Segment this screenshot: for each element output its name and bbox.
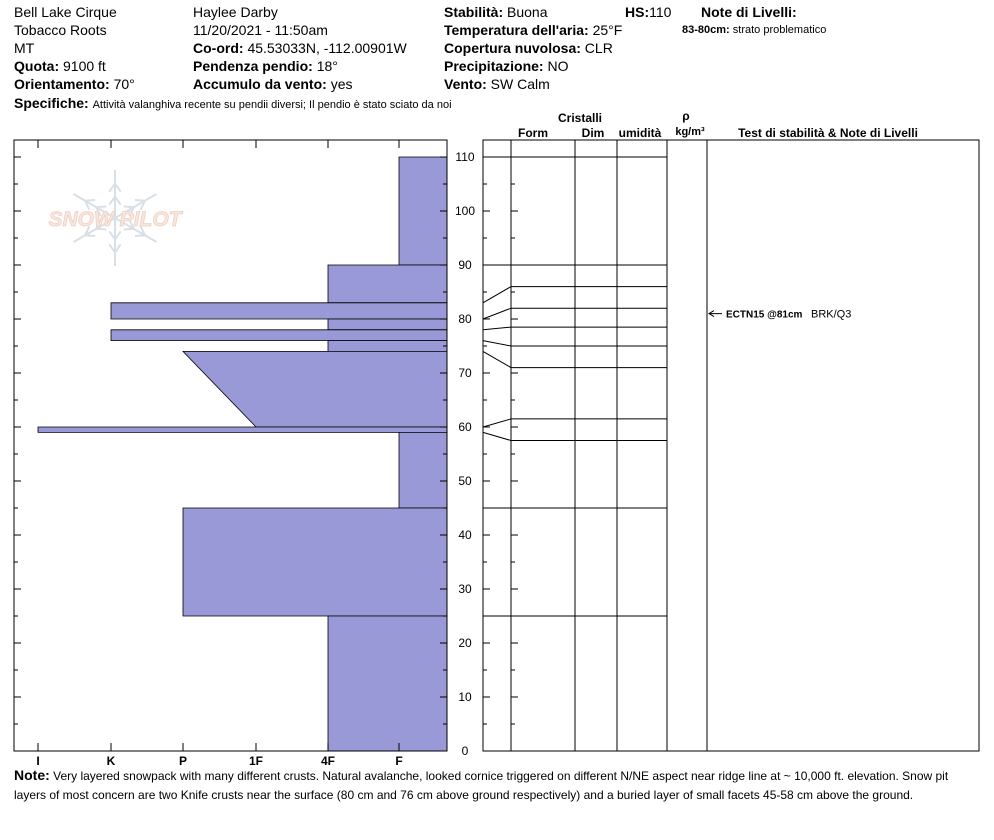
hardness-layer-2 (111, 303, 447, 319)
hardness-layer-1 (328, 265, 447, 303)
prec-value: NO (547, 58, 569, 74)
snowflake-branch (85, 235, 95, 236)
height-label-50: 50 (458, 474, 472, 488)
hardness-label-I: I (36, 754, 40, 766)
snowpilot-logo (49, 170, 184, 266)
stab-value: Buona (507, 4, 548, 20)
hardness-label-P: P (178, 754, 188, 766)
hardness-layer-4 (111, 330, 447, 341)
temp-value: 25°F (592, 22, 623, 38)
hardness-label-4F: 4F (320, 754, 336, 766)
height-label-30: 30 (458, 582, 472, 596)
quota-value: 9100 ft (63, 58, 106, 74)
layer-table-frame (483, 140, 979, 751)
height-label-110: 110 (455, 150, 475, 164)
table-column-dividers (511, 140, 707, 751)
stability-test-arrow (709, 311, 722, 317)
note-livelli-label: Note di Livelli: (701, 4, 797, 20)
stability-test-annotation (709, 309, 851, 321)
hs-label: HS: (625, 4, 650, 20)
cop-value: CLR (584, 40, 613, 56)
height-label-60: 60 (458, 420, 472, 434)
height-label-40: 40 (458, 528, 472, 542)
hardness-layer-6 (183, 351, 447, 427)
coord-value: 45.53033N, -112.00901W (247, 40, 407, 56)
notes (14, 766, 979, 805)
location: Bell Lake Cirque (14, 4, 117, 20)
height-label-20: 20 (458, 636, 472, 650)
accumulo-label: Accumulo da vento: (193, 76, 327, 92)
notes-label: Note: (14, 767, 50, 783)
snowflake-branch (135, 235, 145, 236)
stability-test-result: BRK/Q3 (811, 308, 852, 321)
quota-label: Quota: (14, 58, 60, 74)
hardness-layer-10 (328, 616, 447, 751)
spec-text: Attività valanghiva recente su pendii diversi; Il pendio è stato sciato da noi (92, 99, 452, 111)
table-ticks (483, 157, 518, 751)
note-livelli-range: 83-80cm: (682, 24, 730, 36)
height-label-100: 100 (454, 204, 476, 218)
height-label-0: 0 (461, 744, 469, 758)
vento-label: Vento: (444, 76, 487, 92)
height-label-70: 70 (458, 366, 472, 380)
hardness-label-1F: 1F (248, 754, 264, 766)
pendenza-label: Pendenza pendio: (193, 58, 313, 74)
observer: Haylee Darby (193, 4, 278, 20)
coord-label: Co-ord: (193, 40, 244, 56)
hardness-layer-0 (399, 157, 447, 265)
notes-text: Very layered snowpack with many different crusts. Natural avalanche, looked cornice triggered on different N/NE aspect near ridge line at ~ 10,000 ft. elevation. Snow pit layers of most concern are two Knife crusts near the surface (80 cm and 76 cm above ground respectively) and a buried layer of small facets 45-58 cm above the ground. (14, 769, 949, 802)
orient-value: 70° (113, 76, 135, 92)
hardness-layer-9 (183, 508, 447, 616)
col-umidita: umidità (618, 126, 662, 140)
vento-value: SW Calm (490, 76, 550, 92)
state: MT (14, 40, 35, 56)
snowflake-branch (135, 200, 145, 201)
hardness-layer-5 (328, 341, 447, 352)
col-density-unit: kg/m³ (675, 126, 705, 138)
col-test: Test di stabilità & Note di Livelli (738, 126, 918, 140)
hs-value: 110 (649, 4, 672, 20)
watermark-text: SNOW PILOT (48, 208, 182, 231)
stability-test-label: ECTN15 @81cm (726, 309, 803, 321)
accumulo-value: yes (330, 76, 353, 92)
height-label-90: 90 (458, 258, 472, 272)
hardness-label-F: F (395, 754, 403, 766)
col-form: Form (518, 126, 548, 140)
hardness-profile (38, 157, 447, 751)
range: Tobacco Roots (14, 22, 107, 38)
pendenza-value: 18° (316, 58, 338, 74)
height-label-10: 10 (458, 690, 472, 704)
cop-label: Copertura nuvolosa: (444, 40, 581, 56)
note-livelli-text: strato problematico (732, 24, 827, 36)
col-rho: ρ (682, 109, 690, 123)
col-dim: Dim (581, 126, 605, 140)
col-cristalli: Cristalli (557, 111, 603, 125)
hardness-layer-8 (399, 432, 447, 508)
hardness-label-K: K (106, 754, 116, 766)
stab-label: Stabilità: (444, 4, 504, 20)
temp-label: Temperatura dell'aria: (444, 22, 589, 38)
height-label-80: 80 (458, 312, 472, 326)
hardness-layer-3 (328, 319, 447, 330)
prec-label: Precipitazione: (444, 58, 544, 74)
spec-label: Specifiche: (14, 95, 89, 111)
orient-label: Orientamento: (14, 76, 110, 92)
datetime: 11/20/2021 - 11:50am (193, 22, 328, 38)
hardness-layer-7 (38, 427, 447, 432)
snowflake-branch (85, 200, 95, 201)
